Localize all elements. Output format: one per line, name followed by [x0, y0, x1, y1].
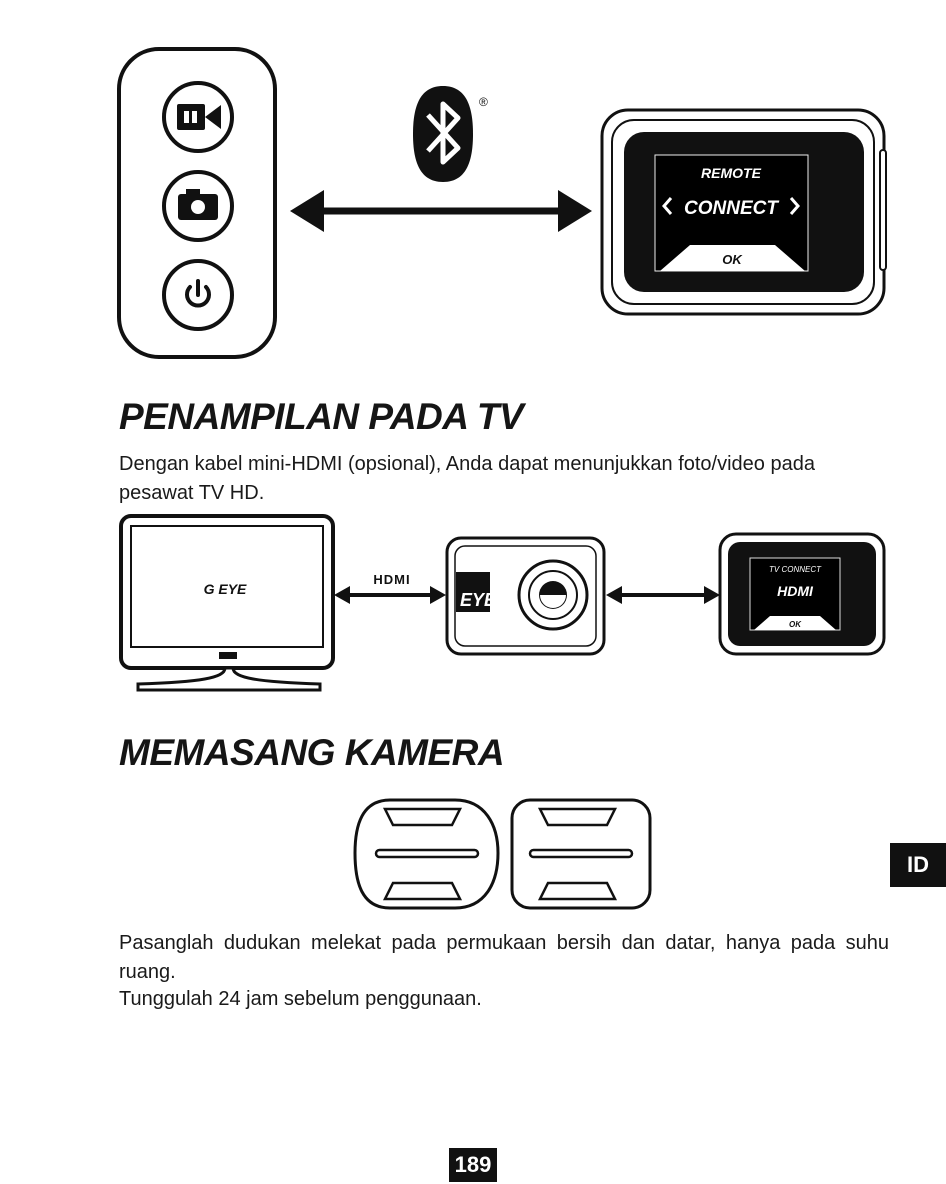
language-tab: ID	[890, 843, 946, 887]
screen-ok: OK	[722, 252, 742, 267]
arrow-right	[606, 586, 720, 604]
section-mount-heading: MEMASANG KAMERA	[119, 732, 505, 773]
small-screen-main: HDMI	[777, 583, 813, 599]
page-number: 189	[449, 1148, 497, 1182]
small-screen-ok: OK	[789, 620, 801, 629]
video-icon	[164, 83, 232, 151]
power-icon	[164, 261, 232, 329]
tv-connect-diagram	[0, 510, 946, 695]
adhesive-mounts-illustration	[350, 795, 660, 915]
small-screen-top: TV CONNECT	[769, 565, 821, 574]
tv-screen-text: G EYE	[203, 581, 247, 597]
registered-mark: ®	[479, 95, 488, 109]
section-mount-paragraph-2: Tunggulah 24 jam sebelum penggunaan.	[119, 988, 482, 1010]
remote-connect-diagram	[0, 0, 946, 380]
camera-back	[602, 110, 886, 314]
flat-mount	[355, 800, 498, 908]
screen-line2: CONNECT	[684, 198, 778, 219]
bluetooth-icon	[413, 86, 488, 182]
hdmi-cable-label: HDMI	[373, 572, 411, 587]
section-tv-paragraph: Dengan kabel mini-HDMI (opsional), Anda dapat menunjukkan foto/video pada pesawat TV HD.	[119, 453, 815, 504]
section-tv-heading: PENAMPILAN PADA TV	[119, 396, 524, 437]
camera-back-small	[720, 534, 884, 654]
camera-front	[447, 538, 604, 654]
hdmi-arrow-left	[334, 586, 446, 604]
screen-line1: REMOTE	[701, 165, 761, 181]
bidirectional-arrow	[290, 190, 592, 232]
tv-icon	[121, 516, 333, 690]
camera-brand-text: EYE	[459, 590, 497, 610]
section-mount-paragraph-1: Pasanglah dudukan melekat pada permukaan bersih dan datar, hanya pada suhu ruang.	[119, 932, 889, 983]
curved-mount	[512, 800, 650, 908]
camera-icon	[164, 172, 232, 240]
